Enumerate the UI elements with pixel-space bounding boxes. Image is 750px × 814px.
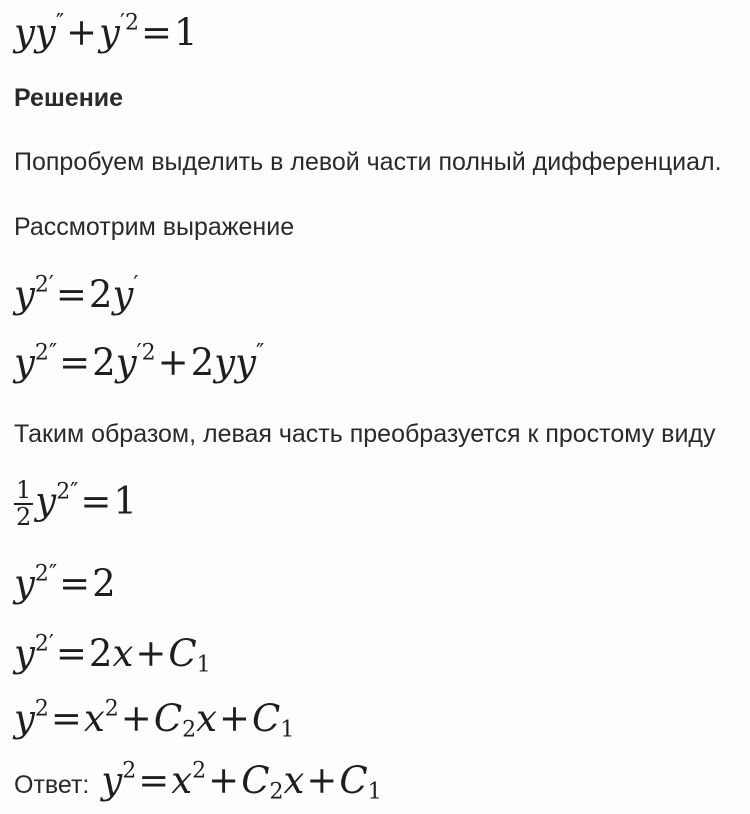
- math-symbol: y: [214, 341, 236, 384]
- math-operator: =: [140, 11, 172, 54]
- math-superscript: 2: [104, 696, 119, 722]
- math-superscript: 2″: [34, 561, 58, 587]
- math-operator: =: [55, 632, 87, 675]
- math-operator: +: [135, 632, 167, 675]
- step-half-second-derivative: [14, 478, 137, 530]
- math-number: 1: [113, 479, 137, 523]
- step-general-solution: [14, 696, 295, 743]
- paragraph-intro: Попробуем выделить в левой части полный дифференциал.: [14, 148, 722, 176]
- math-operator: +: [219, 697, 251, 740]
- math-symbol: x: [196, 697, 217, 740]
- math-operator: =: [80, 479, 112, 523]
- fraction: [14, 478, 33, 530]
- math-symbol: y: [14, 697, 35, 740]
- math-superscript: 2″: [56, 479, 79, 505]
- math-number: 1: [173, 11, 198, 54]
- math-symbol: C: [168, 632, 197, 675]
- math-superscript: ″: [55, 10, 65, 36]
- math-symbol: y: [14, 562, 35, 605]
- math-operator: =: [50, 697, 82, 740]
- solution-heading: Решение: [14, 84, 124, 112]
- math-symbol: x: [83, 697, 105, 740]
- math-superscript: 2″: [34, 340, 58, 366]
- fraction-denominator: 2: [16, 503, 32, 532]
- math-operator: +: [120, 697, 152, 740]
- math-superscript: ′2: [136, 340, 156, 366]
- math-superscript: ′2: [119, 10, 139, 36]
- step-first-integral: [14, 631, 211, 678]
- fraction-numerator: 1: [16, 476, 32, 504]
- math-operator: +: [208, 759, 240, 802]
- math-symbol: C: [252, 697, 281, 740]
- expression-first-derivative: [14, 272, 139, 316]
- math-superscript: ″: [255, 340, 265, 366]
- math-symbol: C: [339, 759, 368, 802]
- problem-equation: [14, 10, 198, 54]
- math-symbol: y: [112, 273, 134, 316]
- math-number: 2: [190, 341, 215, 384]
- answer-formula: [101, 758, 382, 805]
- math-symbol: y: [115, 341, 137, 384]
- math-subscript: 1: [196, 652, 211, 678]
- expression-second-derivative: [14, 340, 265, 384]
- math-operator: =: [59, 562, 91, 605]
- math-symbol: x: [112, 632, 134, 675]
- math-operator: +: [157, 341, 189, 384]
- math-superscript: 2: [122, 758, 137, 784]
- math-superscript: 2: [192, 758, 207, 784]
- paragraph-transform: Таким образом, левая часть преобразуется к простому виду: [14, 420, 716, 448]
- math-number: 2: [92, 341, 116, 384]
- math-subscript: 1: [280, 717, 295, 743]
- math-symbol: y: [235, 341, 256, 384]
- math-symbol: y: [14, 341, 35, 384]
- math-subscript: 2: [182, 717, 197, 743]
- math-symbol: y: [35, 479, 57, 523]
- math-number: 2: [88, 632, 113, 675]
- math-symbol: y: [34, 11, 56, 54]
- answer-label: Ответ:: [14, 771, 90, 799]
- math-superscript: 2: [34, 696, 49, 722]
- answer-line: [14, 758, 382, 805]
- math-symbol: y: [101, 759, 123, 802]
- math-number: 2: [88, 273, 113, 316]
- math-symbol: C: [241, 759, 270, 802]
- math-operator: =: [55, 273, 87, 316]
- math-operator: +: [66, 11, 98, 54]
- math-operator: =: [138, 759, 170, 802]
- math-operator: +: [306, 759, 338, 802]
- math-superscript: 2′: [34, 631, 54, 657]
- math-superscript: 2′: [34, 272, 54, 298]
- math-operator: =: [59, 341, 91, 384]
- math-symbol: C: [153, 697, 183, 740]
- paragraph-consider: Рассмотрим выражение: [14, 213, 295, 241]
- math-symbol: y: [14, 11, 35, 54]
- math-superscript: ′: [133, 272, 139, 298]
- math-subscript: 1: [367, 779, 382, 805]
- math-number: 2: [92, 562, 116, 605]
- math-symbol: y: [99, 11, 120, 54]
- math-symbol: x: [283, 759, 305, 802]
- math-symbol: x: [171, 759, 193, 802]
- step-second-derivative-equals: [14, 561, 116, 605]
- math-symbol: y: [14, 273, 35, 316]
- math-symbol: y: [14, 632, 35, 675]
- math-subscript: 2: [269, 779, 284, 805]
